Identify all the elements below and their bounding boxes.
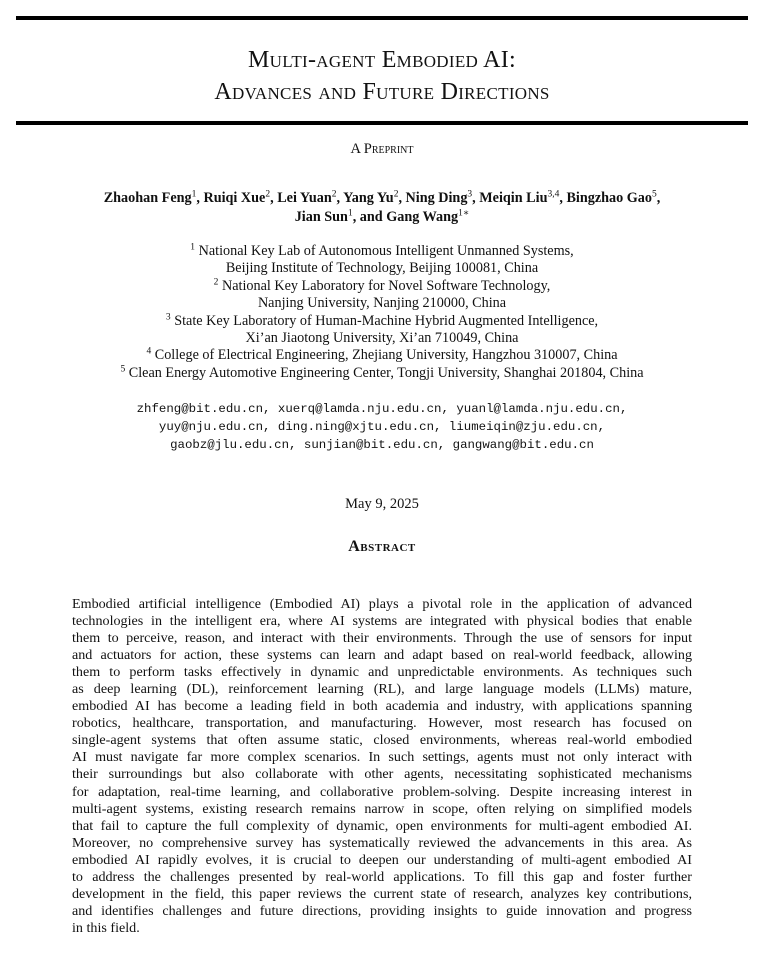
email-line: gaobz@jlu.edu.cn, sunjian@bit.edu.cn, gangwang@bit.edu.cn — [170, 438, 594, 452]
author-gang-wang: Gang Wang$^{1∗}$ — [386, 208, 470, 225]
abstract-line: to address the challenges presented by real-world applications. To fill this gap and foster further — [72, 868, 692, 885]
abstract-line: embodied AI rapidly evolves, it is crucial to deepen our understanding of multi-agent embodied AI — [72, 851, 692, 868]
affiliation-4: $^4$ College of Electrical Engineering, Zhejiang University, Hangzhou 310007, China — [146, 346, 618, 364]
abstract-body — [72, 596, 692, 937]
top-rule — [16, 16, 748, 20]
abstract-line: them to perform tasks effectively in dynamic and unpredictable environments. As techniques such — [72, 664, 692, 681]
author-jian-sun: Jian Sun$^1$, and — [294, 208, 387, 225]
email-line: yuy@nju.edu.cn, ding.ning@xjtu.edu.cn, liumeiqin@zju.edu.cn, — [158, 420, 606, 434]
publication-date: May 9, 2025 — [345, 496, 419, 512]
affiliation-list — [16, 243, 748, 382]
paper-title-line-1: Multi-agent Embodied AI: — [248, 47, 516, 73]
author-yang-yu: Yang Yu$^2$, — [343, 189, 406, 206]
abstract-line: robotics, healthcare, transportation, and manufacturing. However, most research has focused on — [72, 715, 692, 732]
abstract-heading: Abstract — [348, 538, 416, 555]
affiliation-2: $^2$ National Key Laboratory for Novel Software Technology, Nanjing University, Nanjing 210000, China — [213, 277, 551, 312]
abstract-line: and actuators for action, these systems can learn and adapt based on real-world feedback, allowing — [72, 647, 692, 664]
author-zhaohan-feng: Zhaohan Feng$^1$, — [103, 189, 204, 206]
abstract-line: AI must navigate far more complex scenarios. In such settings, agents must not only interact with — [72, 749, 692, 766]
abstract-line: as deep learning (DL), reinforcement learning (RL), and large language models (LLMs) mature, — [72, 681, 692, 698]
author-lei-yuan: Lei Yuan$^2$, — [277, 189, 344, 206]
paper-title — [16, 44, 748, 108]
abstract-line: in this field. — [72, 919, 140, 936]
author-meiqin-liu: Meiqin Liu$^{3,4}$, — [479, 189, 567, 206]
author-ruiqi-xue: Ruiqi Xue$^2$, — [203, 189, 278, 206]
abstract-line: for adaptation, real-time learning, and collaborative problem-solving. Despite increasing interest in — [72, 783, 692, 800]
abstract-line: multi-agent systems, existing research remains narrow in scope, often relying on simplified models — [72, 800, 692, 817]
author-ning-ding: Ning Ding$^3$, — [405, 189, 480, 206]
abstract-line: that fail to capture the full complexity of dynamic, open environments for multi-agent embodied AI. — [72, 817, 692, 834]
author-list — [16, 189, 748, 227]
affiliation-3: $^3$ State Key Laboratory of Human-Machine Hybrid Augmented Intelligence, Xi’an Jiaotong University, Xi’an 710049, China — [165, 311, 599, 347]
abstract-line: Embodied artificial intelligence (Embodied AI) plays a pivotal role in the application of advanced — [72, 596, 692, 612]
abstract-line: single-agent systems that often assume static, closed environments, whereas real-world embodied — [72, 732, 692, 749]
abstract-line: their surroundings but also collaborate with other agents, necessitating sophisticated mechanisms — [72, 766, 692, 783]
abstract-line: Moreover, no comprehensive survey has systematically reviewed the advancements in this area. As — [72, 834, 692, 851]
email-line: zhfeng@bit.edu.cn, xuerq@lamda.nju.edu.cn, yuanl@lamda.nju.edu.cn, — [136, 402, 628, 416]
abstract-line: technologies in the intelligent era, where AI systems are integrated with physical bodies that enable — [72, 613, 692, 630]
abstract-line: them to perceive, reason, and interact with their environments. Through the use of sensors for input — [72, 630, 692, 647]
paper-title-line-2: Advances and Future Directions — [214, 79, 550, 105]
abstract-line: development in the field, this paper reviews the current state of research, analyzes key contributions, — [72, 885, 692, 902]
abstract-line: embodied AI has become a leading field in both academia and industry, with applications spanning — [72, 698, 692, 715]
abstract-line: and identifies challenges and future directions, providing insights to guide innovation and progress — [72, 902, 692, 919]
bottom-rule — [16, 121, 748, 125]
affiliation-5: $^5$ Clean Energy Automotive Engineering Center, Tongji University, Shanghai 201804, China — [120, 364, 644, 381]
email-list — [16, 400, 748, 454]
preprint-label: A Preprint — [350, 141, 414, 157]
author-bingzhao-gao: Bingzhao Gao$^5$, — [566, 189, 661, 206]
affiliation-1: $^1$ National Key Lab of Autonomous Intelligent Unmanned Systems, Beijing Institute of Technology, Beijing 100081, China — [190, 242, 574, 277]
